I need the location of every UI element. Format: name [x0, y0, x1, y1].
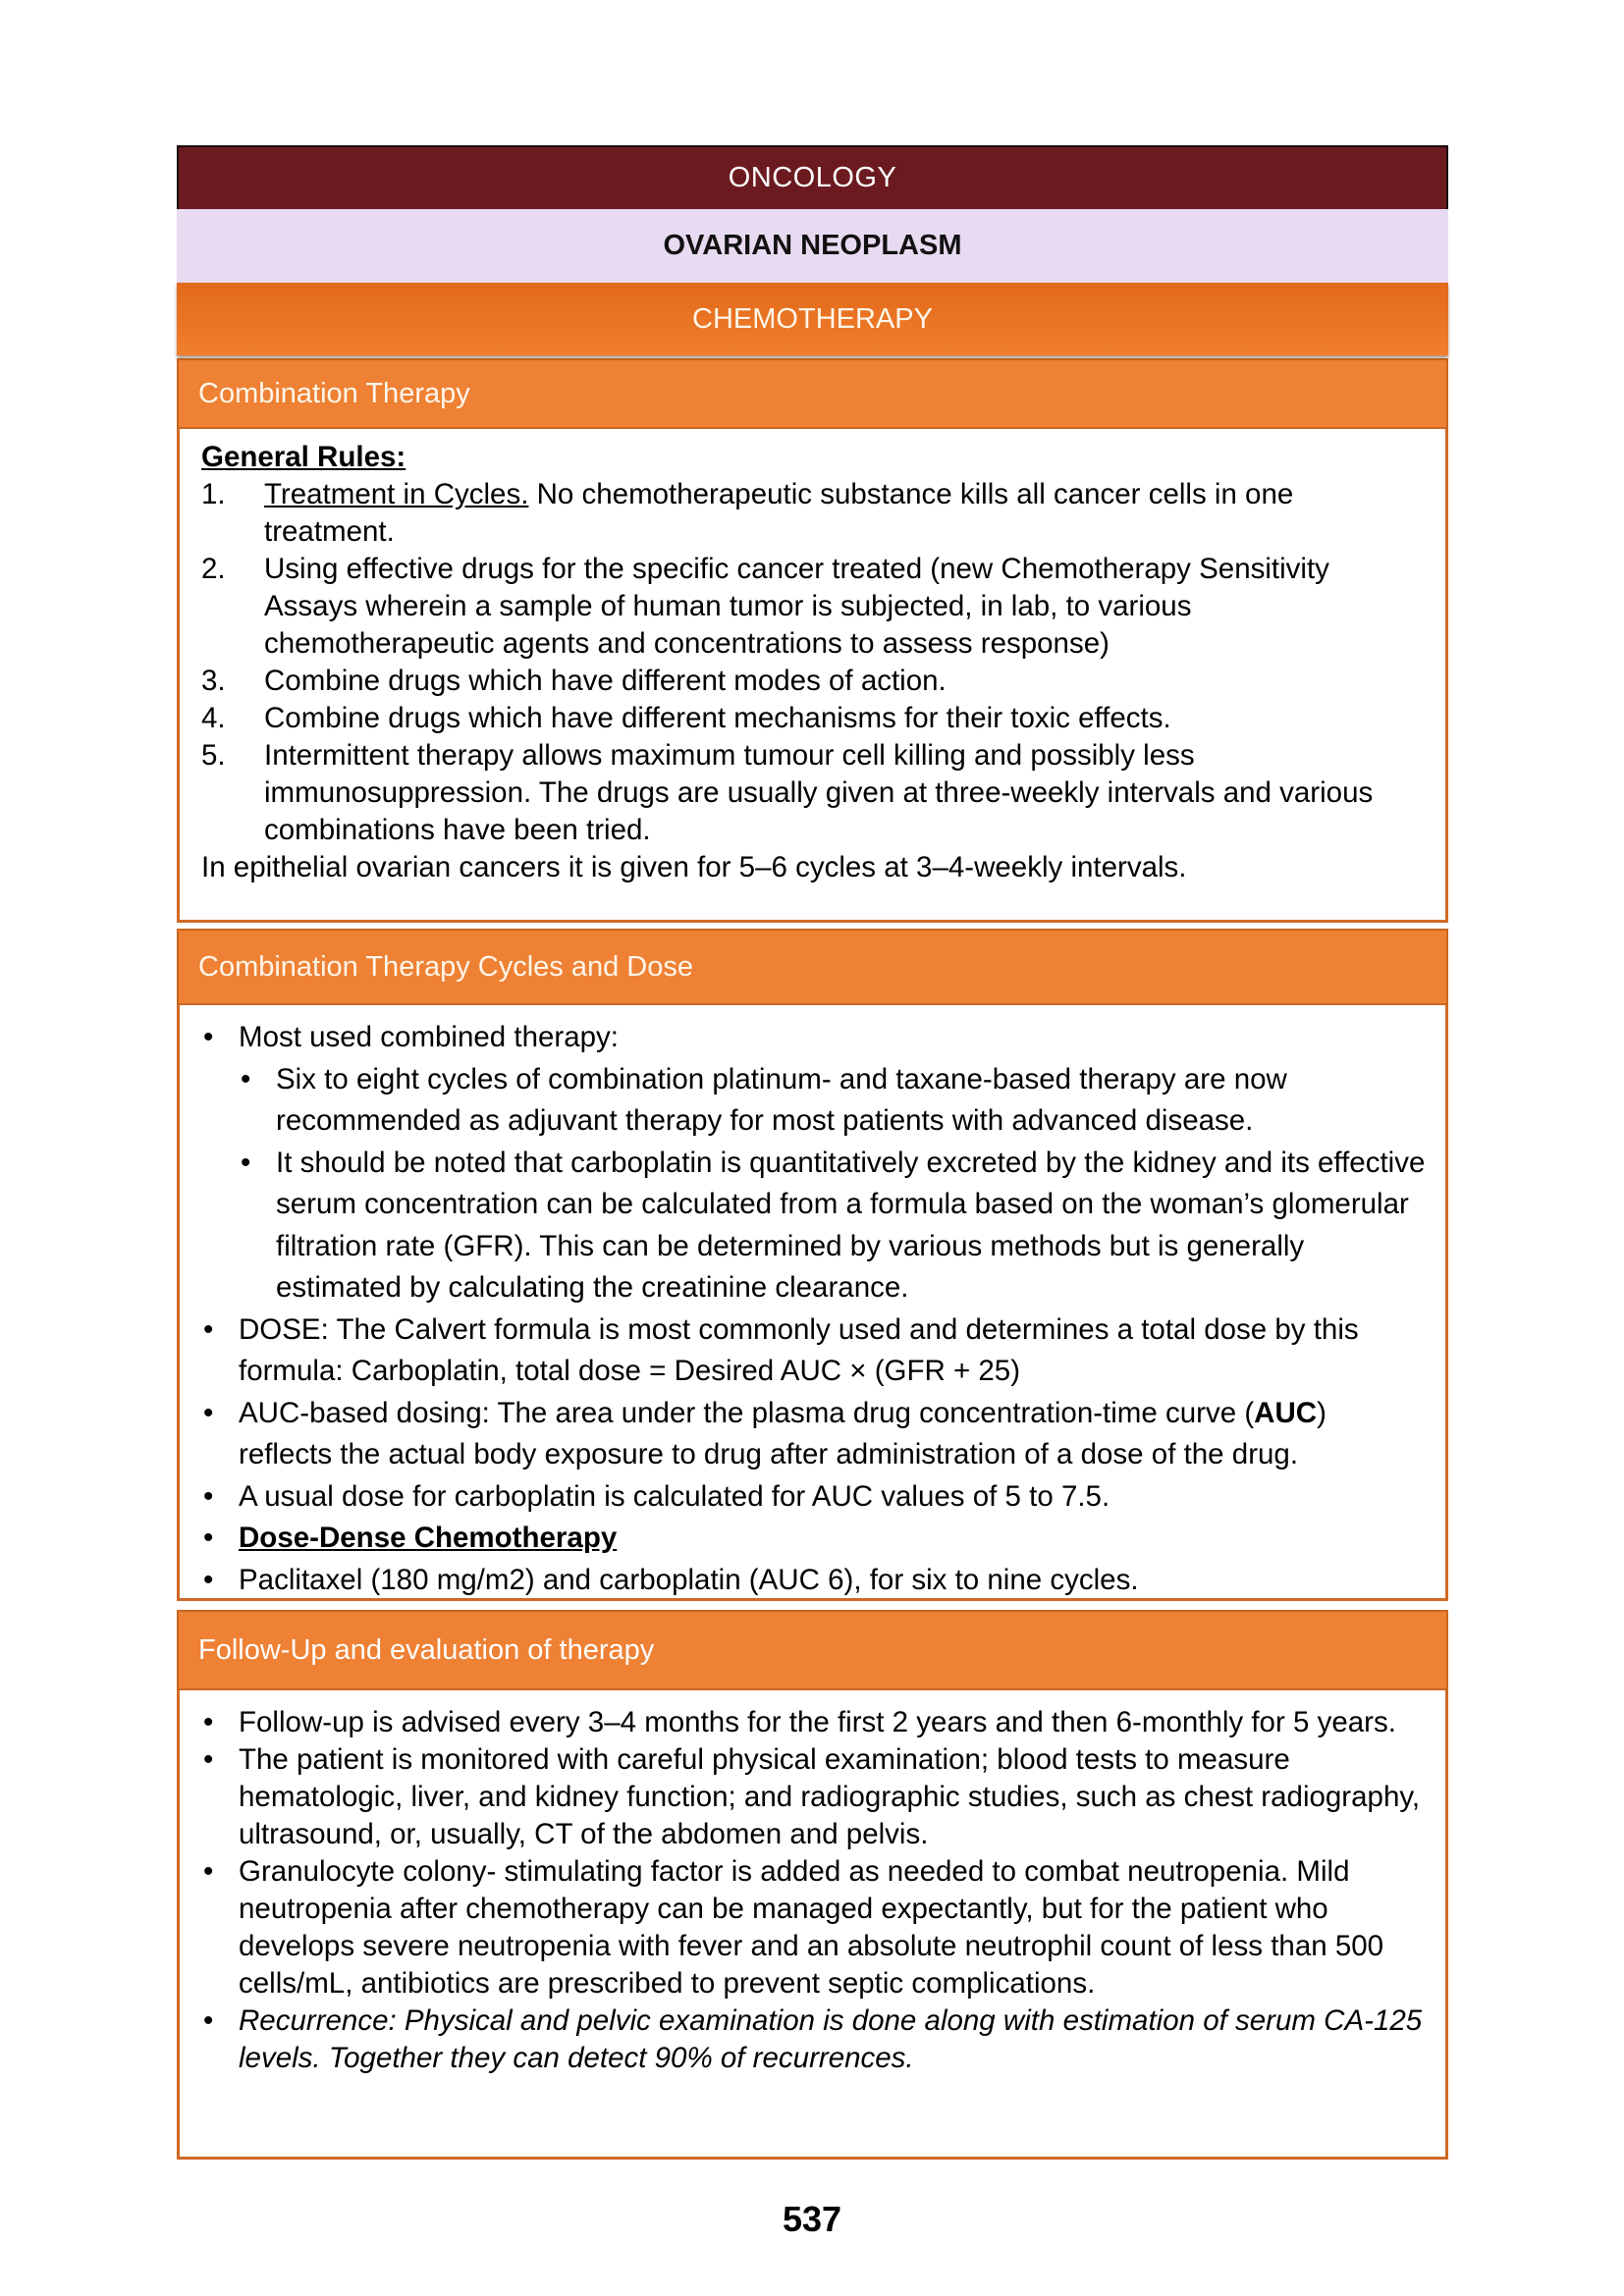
- bullet-text: Six to eight cycles of combination platinum- and taxane-based therapy are now recommended as adjuvant therapy for most patients with advanced disease.: [276, 1062, 1287, 1137]
- section-body-cycles-and-dose: [177, 1005, 1448, 1601]
- bullet-text: Paclitaxel (180 mg/m2) and carboplatin (AUC 6), for six to nine cycles.: [239, 1563, 1139, 1596]
- bullet-text: Follow-up is advised every 3–4 months for the first 2 years and then 6-monthly for 5 years.: [239, 1706, 1396, 1738]
- bullet-icon: •: [203, 1479, 214, 1513]
- bullet-item: [201, 1704, 1426, 1741]
- dose-dense-heading: Dose-Dense Chemotherapy: [239, 1522, 618, 1554]
- bullet-icon: •: [203, 1563, 214, 1596]
- section-body-follow-up: [177, 1690, 1448, 2160]
- rule-item: [201, 700, 1426, 737]
- subtopic-title: CHEMOTHERAPY: [692, 302, 933, 335]
- auc-bold: AUC: [1254, 1396, 1318, 1429]
- bullet-item: [201, 1309, 1426, 1393]
- bullet-icon: •: [203, 1396, 214, 1429]
- bullet-text: The patient is monitored with careful physical examination; blood tests to measure hematologic, liver, and kidney function; and radiographic studies, such as chest radiography, ultrasound, or, usually, CT of the abdomen and pelvis.: [239, 1743, 1421, 1850]
- rule-number: 3.: [201, 665, 226, 697]
- bullet-icon: •: [241, 1146, 251, 1179]
- category-banner: [177, 145, 1448, 209]
- section-header-combination-therapy: [177, 358, 1448, 429]
- bullet-icon: •: [203, 1706, 214, 1738]
- bullet-text: It should be noted that carboplatin is quantitatively excreted by the kidney and its effective serum concentration can be calculated from a formula based on the woman’s glomerular filtration rate (GFR). This can be determined by various methods but is generally estimated by calculating the creatinine clearance.: [276, 1146, 1426, 1304]
- sub-bullet-list: [239, 1059, 1426, 1309]
- rule-item: [201, 476, 1426, 551]
- rule-number: 4.: [201, 702, 226, 734]
- bullet-icon: •: [203, 1522, 214, 1554]
- rule-number: 1.: [201, 478, 226, 510]
- bullet-text: ) reflects the actual body exposure to drug after administration of a dose of the drug.: [239, 1396, 1326, 1470]
- section-title: Combination Therapy: [198, 377, 470, 409]
- rule-lead: Treatment in Cycles.: [264, 478, 529, 510]
- bullet-icon: •: [241, 1062, 251, 1095]
- rule-text: No chemotherapeutic substance kills all cancer cells in one treatment.: [264, 478, 1294, 548]
- section-title: Combination Therapy Cycles and Dose: [198, 950, 694, 983]
- bullet-text: Most used combined therapy:: [239, 1021, 619, 1053]
- sub-bullet-item: [239, 1143, 1426, 1309]
- page-number: 537: [782, 2199, 842, 2239]
- bullet-icon: •: [203, 2004, 214, 2037]
- bullet-text: Granulocyte colony- stimulating factor is added as needed to combat neutropenia. Mild neutropenia after chemotherapy can be managed expectantly, but for the patient who develops severe neutropenia with fever and an absolute neutrophil count of less than 500 cells/mL, antibiotics are prescribed to prevent septic complications.: [239, 1855, 1384, 2000]
- bullet-item: [201, 1560, 1426, 1602]
- dose-bullet-list: [201, 1017, 1426, 1601]
- bullet-item: [201, 1853, 1426, 2002]
- rule-number: 2.: [201, 553, 226, 585]
- bullet-text: A usual dose for carboplatin is calculated for AUC values of 5 to 7.5.: [239, 1479, 1110, 1513]
- follow-up-bullet-list: [201, 1704, 1426, 2077]
- bullet-item: [201, 2002, 1426, 2077]
- recurrence-text: Recurrence: Physical and pelvic examination is done along with estimation of serum CA-125 levels. Together they can detect 90% of recurrences.: [239, 2004, 1423, 2074]
- section-body-combination-therapy: [177, 429, 1448, 923]
- closing-note: In epithelial ovarian cancers it is given for 5–6 cycles at 3–4-weekly intervals.: [201, 851, 1187, 883]
- bullet-text: DOSE: The Calvert formula is most commonly used and determines a total dose by this formula: Carboplatin, total dose = Desired AUC × (GFR + 25): [239, 1312, 1359, 1387]
- topic-banner: [177, 209, 1448, 283]
- rule-text: Intermittent therapy allows maximum tumour cell killing and possibly less immunosuppression. The drugs are usually given at three-weekly intervals and various combinations have been tried.: [264, 739, 1374, 846]
- sub-bullet-item: [239, 1059, 1426, 1143]
- category-title: ONCOLOGY: [728, 162, 897, 193]
- bullet-item: [201, 1741, 1426, 1853]
- bullet-item: [201, 1518, 1426, 1560]
- rule-text: Using effective drugs for the specific cancer treated (new Chemotherapy Sensitivity Assays wherein a sample of human tumor is subjected, in lab, to various chemotherapeutic agents and concentrations to assess response): [264, 553, 1329, 660]
- bullet-item: [201, 1017, 1426, 1309]
- bullet-icon: •: [203, 1312, 214, 1346]
- bullet-item: [201, 1393, 1426, 1476]
- topic-title: OVARIAN NEOPLASM: [663, 230, 962, 261]
- document-page: [177, 145, 1448, 2160]
- rule-text: Combine drugs which have different modes of action.: [264, 665, 947, 697]
- bullet-icon: •: [203, 1021, 214, 1053]
- rule-item: [201, 737, 1426, 849]
- rule-text: Combine drugs which have different mechanisms for their toxic effects.: [264, 702, 1171, 734]
- general-rules-list: [201, 476, 1426, 849]
- subtopic-banner: [177, 283, 1448, 355]
- section-header-follow-up: [177, 1610, 1448, 1690]
- bullet-text: AUC-based dosing: The area under the plasma drug concentration-time curve (: [239, 1396, 1255, 1429]
- section-header-cycles-and-dose: [177, 929, 1448, 1005]
- bullet-icon: •: [203, 1855, 214, 1888]
- rule-item: [201, 663, 1426, 700]
- bullet-item: [201, 1476, 1426, 1519]
- section-title: Follow-Up and evaluation of therapy: [198, 1633, 655, 1666]
- general-rules-heading: General Rules:: [201, 441, 406, 473]
- rule-number: 5.: [201, 739, 226, 772]
- rule-item: [201, 551, 1426, 663]
- bullet-icon: •: [203, 1743, 214, 1776]
